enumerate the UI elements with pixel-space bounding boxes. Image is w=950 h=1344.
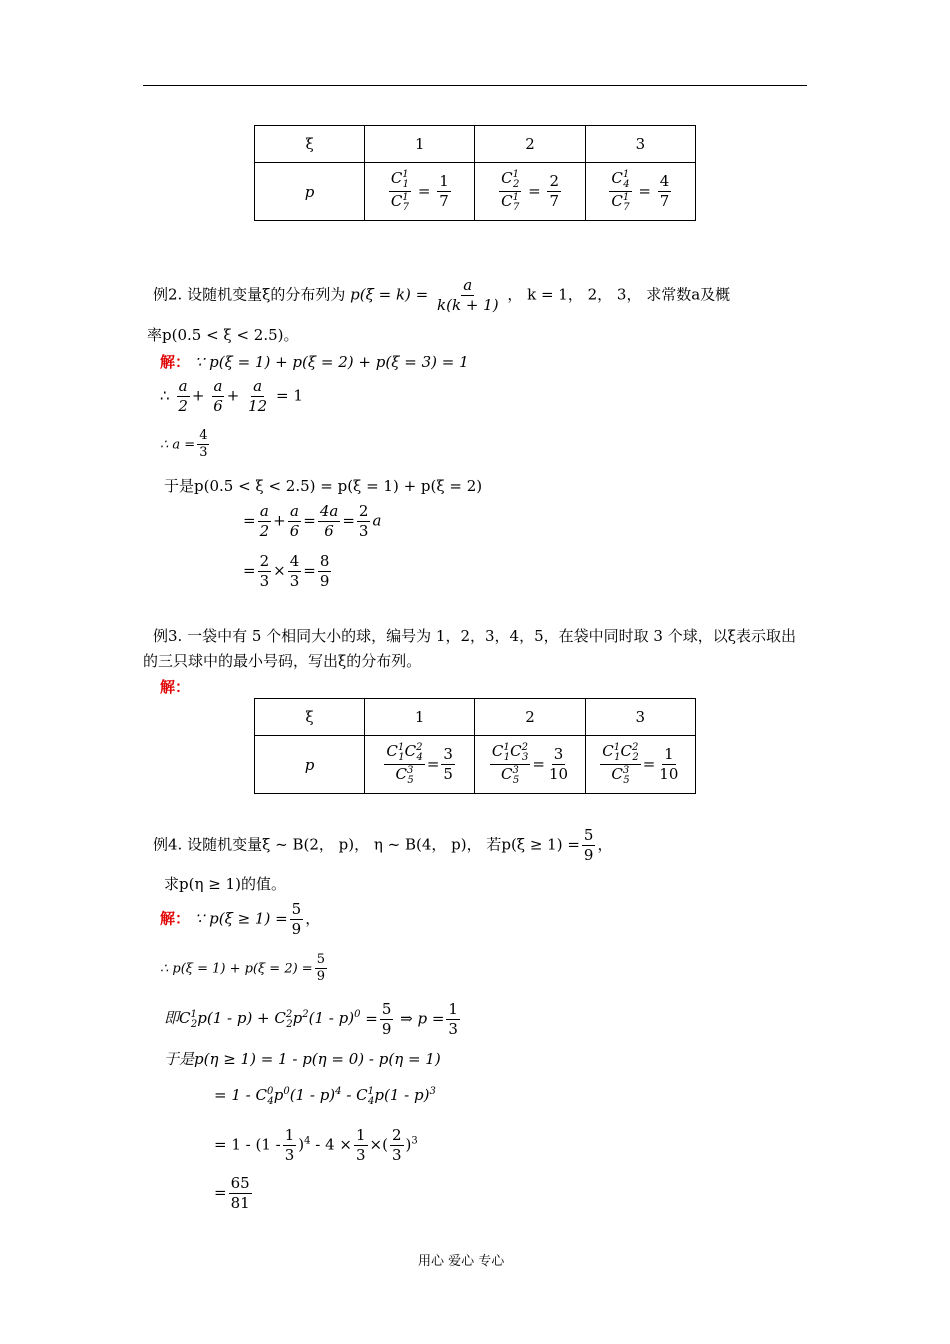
table-cell: $\frac{C^1_1C^2_4}{C^3_5}$ = $\frac{3}{5}$ <box>364 736 474 794</box>
distribution-table-2 <box>254 698 696 794</box>
solution-label: 解： <box>160 909 191 928</box>
ex3-line2: 的三只球中的最小号码，写出ξ的分布列。 <box>143 652 422 670</box>
distribution-table-1 <box>254 125 696 221</box>
table-header-3: 3 <box>585 699 695 736</box>
ex4-solution-2: ∴ p(ξ = 1) + p(ξ = 2) = $\frac{5}{9}$ <box>160 952 325 985</box>
ex2-solution-5: = $\frac{a}{2}$ + $\frac{a}{6}$ = $\frac{4a}{6}$ = $\frac{2}{3}$ a <box>243 502 382 540</box>
ex4-line1: 例4. 设随机变量ξ ~ B(2， p)， η ~ B(4， p)， 若p(ξ ≥ 1) = $\frac{5}{9}$ ， <box>153 826 613 864</box>
ex2-intro: 例2. 设随机变量ξ的分布列为 <box>153 285 346 304</box>
ex4-solution-7: = $\frac{65}{81}$ <box>214 1174 250 1212</box>
table-cell: $\frac{C^1_4}{C^1_7}$ = $\frac{4}{7}$ <box>585 163 695 221</box>
table-header-3: 3 <box>585 126 695 163</box>
ex4-solution-3: 即$C^1_2p(1 - p) + C^2_2p^2(1 - p)^0$ = $\frac{5}{9}$ ⇒ p = $\frac{1}{3}$ <box>164 1000 458 1038</box>
ex4-solution-4: 于是p(η ≥ 1) = 1 - p(η = 0) - p(η = 1) <box>164 1050 441 1068</box>
table-cell: $\frac{C^1_2}{C^1_7}$ = $\frac{2}{7}$ <box>475 163 585 221</box>
table-cell: $\frac{C^1_1}{C^1_7}$ = $\frac{1}{7}$ <box>365 163 475 221</box>
ex3-solution-label: 解： <box>160 678 191 696</box>
ex2-fraction: $\frac{a}{k(k + 1)}$ <box>437 276 499 314</box>
table-cell: $\frac{C^1_1C^2_3}{C^3_5}$ = $\frac{3}{10}$ <box>475 736 585 794</box>
ex2-line1 <box>153 276 730 315</box>
ex2-solution-4: 于是p(0.5 < ξ < 2.5) = p(ξ = 1) + p(ξ = 2) <box>164 477 483 495</box>
ex4-solution-1: 解： ∵ p(ξ ≥ 1) = $\frac{5}{9}$ ， <box>160 900 321 938</box>
ex2-solution-6: = $\frac{2}{3}$ × $\frac{4}{3}$ = $\frac{8}{9}$ <box>243 552 330 590</box>
table-cell: $\frac{C^1_1C^2_2}{C^3_5}$ = $\frac{1}{10}$ <box>585 736 695 794</box>
ex4-solution-6: = 1 - (1 - $\frac{1}{3}$ )$^4$ - 4 × $\frac{1}{3}$ ×( $\frac{2}{3}$ )$^3$ <box>214 1126 418 1164</box>
table-header-1: 1 <box>364 699 474 736</box>
table-header-xi: ξ <box>255 699 365 736</box>
ex2-solution-2: ∴ $\frac{a}{2}$ + $\frac{a}{6}$ + $\frac{a}{12}$ = 1 <box>160 377 303 415</box>
table-header-1: 1 <box>365 126 475 163</box>
table-header-2: 2 <box>475 699 585 736</box>
solution-label: 解： <box>160 353 191 371</box>
ex2-line2: 率p(0.5 < ξ < 2.5)。 <box>147 326 299 344</box>
ex2-solution-3: ∴ a = $\frac{4}{3}$ <box>160 428 208 461</box>
table-header-2: 2 <box>475 126 585 163</box>
ex2-sol1: ∵ p(ξ = 1) + p(ξ = 2) + p(ξ = 3) = 1 <box>194 353 469 371</box>
ex2-formula: p(ξ = k) = <box>350 285 429 304</box>
ex2-after: ， k = 1， 2， 3， 求常数a及概 <box>507 285 731 304</box>
ex2-solution-1 <box>160 351 469 372</box>
header-rule <box>143 85 807 86</box>
ex3-line1: 例3. 一袋中有 5 个相同大小的球，编号为 1，2，3，4，5，在袋中同时取 3 个球，以ξ表示取出 <box>153 627 796 645</box>
table-header-xi: ξ <box>255 126 365 163</box>
table-row-label: p <box>255 736 365 794</box>
table-row-label: p <box>255 163 365 221</box>
ex4-line2: 求p(η ≥ 1)的值。 <box>164 875 286 893</box>
ex4-solution-5: = $1 - C^0_4p^0(1 - p)^4 - C^1_4p(1 - p)^3$ <box>214 1086 436 1107</box>
page-footer: 用心 爱心 专心 <box>418 1254 505 1269</box>
